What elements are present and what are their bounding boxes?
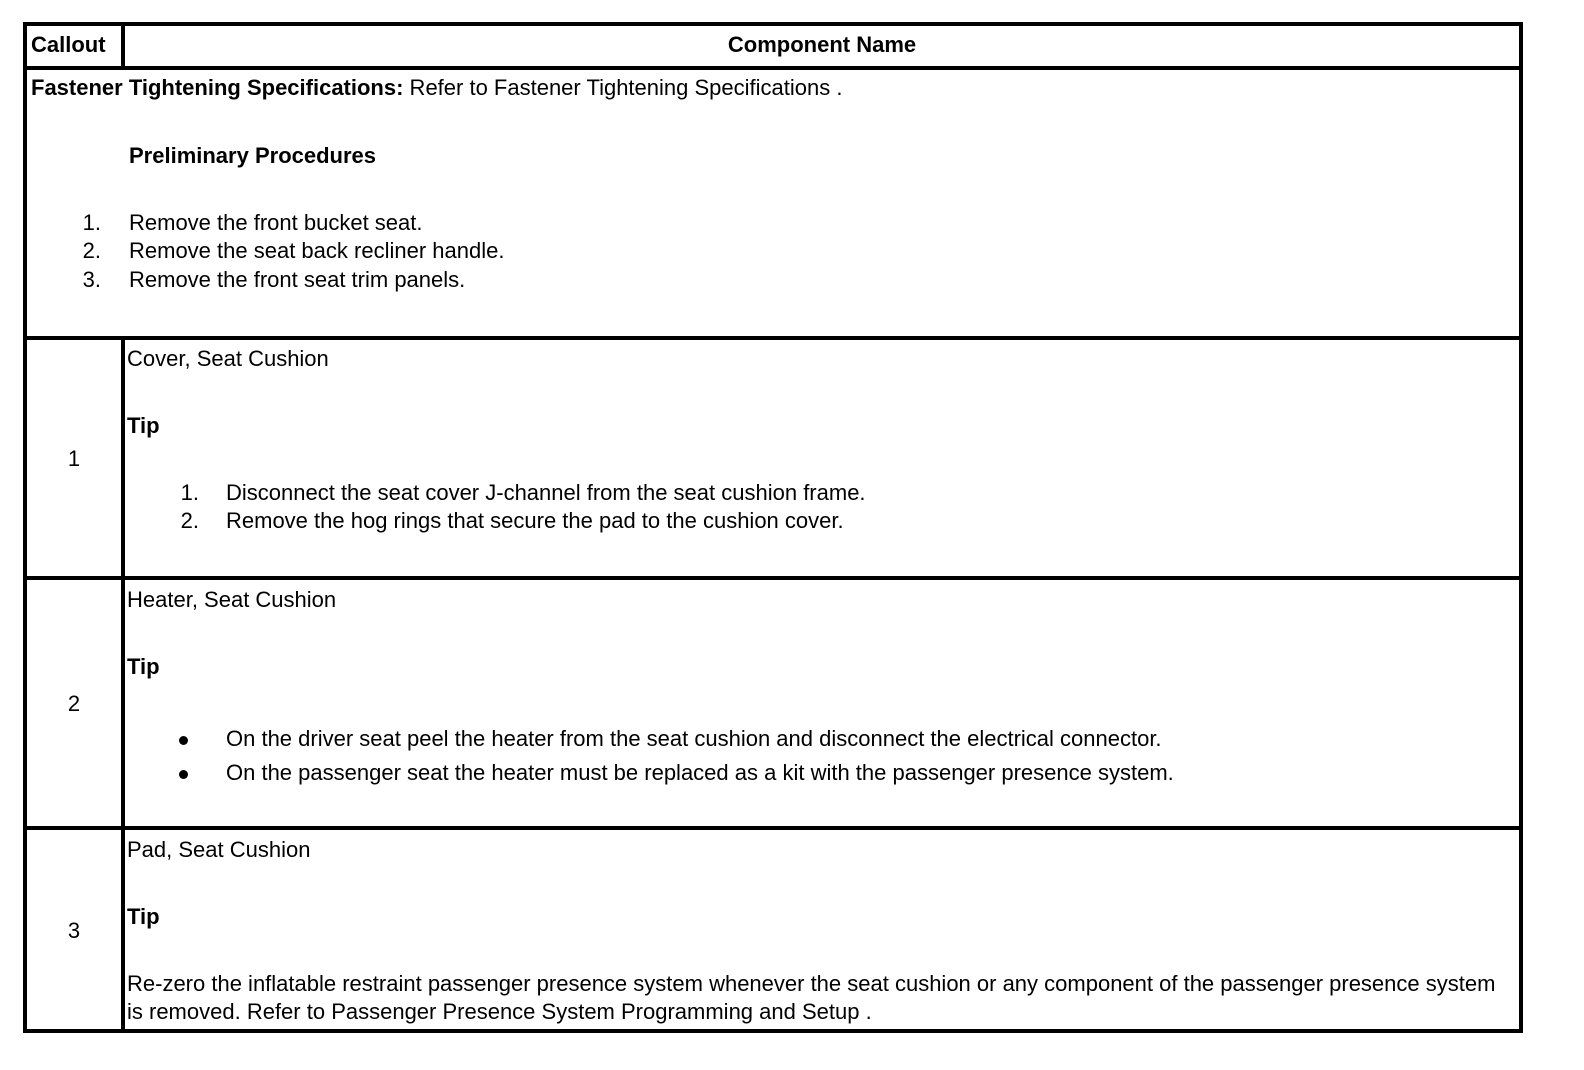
tip-paragraph: Re-zero the inflatable restraint passenger presence system whenever the seat cushion or any component of the passenger presence system is removed. Refer to Passenger Presence System Programming and Setup . bbox=[127, 971, 1496, 1024]
table-header-row bbox=[27, 26, 1519, 66]
callout-number: 3 bbox=[67, 918, 81, 943]
tip-bullet-text: On the driver seat peel the heater from the seat cushion and disconnect the electrical connector. bbox=[226, 726, 1162, 751]
table-row bbox=[27, 580, 1519, 826]
component-name: Cover, Seat Cushion bbox=[127, 346, 329, 371]
tip-label: Tip bbox=[127, 654, 160, 679]
intro-section bbox=[27, 70, 1519, 336]
preliminary-heading: Preliminary Procedures bbox=[129, 143, 377, 168]
tip-step-number: 2. bbox=[180, 508, 199, 533]
tip-label: Tip bbox=[127, 413, 160, 438]
tip-step-text: Disconnect the seat cover J-channel from the seat cushion frame. bbox=[226, 480, 866, 505]
intro-step-number: 1. bbox=[82, 210, 101, 235]
fastener-spec-text: Refer to Fastener Tightening Specifications . bbox=[403, 75, 843, 100]
intro-step-number: 3. bbox=[82, 267, 101, 292]
intro-step-number: 2. bbox=[82, 238, 101, 263]
callout-number: 1 bbox=[67, 446, 81, 471]
header-component-name: Component Name bbox=[727, 32, 917, 57]
component-name: Heater, Seat Cushion bbox=[127, 587, 337, 612]
tip-bullet-text: On the passenger seat the heater must be replaced as a kit with the passenger presence system. bbox=[226, 760, 1174, 785]
fastener-spec-line bbox=[31, 74, 842, 102]
table-row bbox=[27, 830, 1519, 1029]
table-row bbox=[27, 340, 1519, 576]
tip-label: Tip bbox=[127, 904, 160, 929]
column-divider bbox=[121, 580, 125, 826]
bullet-icon bbox=[179, 770, 188, 779]
intro-step-text: Remove the seat back recliner handle. bbox=[129, 238, 505, 263]
column-divider bbox=[121, 340, 125, 576]
component-name: Pad, Seat Cushion bbox=[127, 837, 311, 862]
bullet-icon bbox=[179, 736, 188, 745]
tip-step-text: Remove the hog rings that secure the pad to the cushion cover. bbox=[226, 508, 844, 533]
callout-number: 2 bbox=[67, 691, 81, 716]
intro-step-text: Remove the front bucket seat. bbox=[129, 210, 423, 235]
intro-step-text: Remove the front seat trim panels. bbox=[129, 267, 466, 292]
procedure-table bbox=[23, 22, 1523, 1033]
tip-step-number: 1. bbox=[180, 480, 199, 505]
fastener-spec-label: Fastener Tightening Specifications: bbox=[31, 75, 404, 100]
header-callout: Callout bbox=[31, 32, 106, 57]
column-divider bbox=[121, 830, 125, 1029]
